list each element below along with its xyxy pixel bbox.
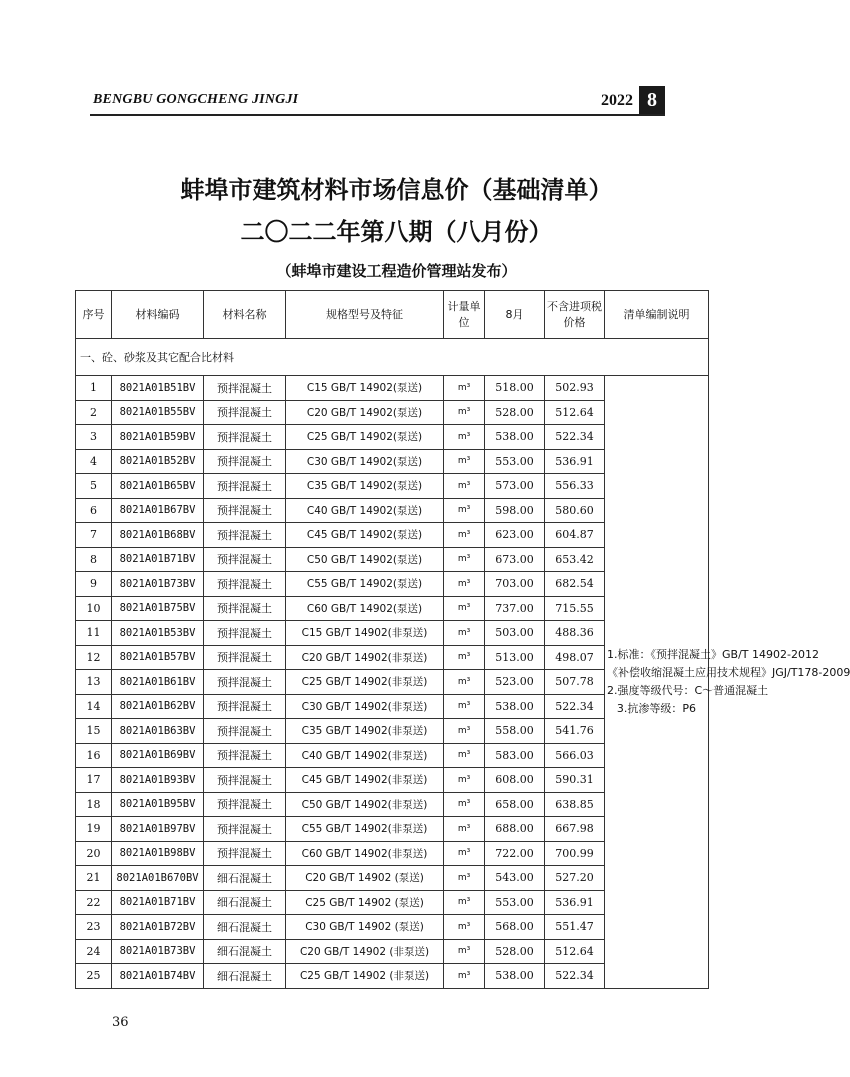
running-header	[90, 86, 665, 116]
cell-code: 8021A01B68BV	[112, 523, 204, 548]
cell-price-excl-tax: 512.64	[545, 939, 605, 964]
cell-unit: m³	[444, 596, 485, 621]
cell-price: 608.00	[485, 768, 545, 793]
cell-spec: C15 GB/T 14902(泵送)	[286, 376, 444, 401]
cell-seq: 22	[76, 890, 112, 915]
cell-unit: m³	[444, 425, 485, 450]
cell-unit: m³	[444, 498, 485, 523]
cell-unit: m³	[444, 621, 485, 646]
cell-note	[605, 376, 850, 989]
cell-unit: m³	[444, 817, 485, 842]
cell-code: 8021A01B69BV	[112, 743, 204, 768]
cell-seq: 16	[76, 743, 112, 768]
page-number: 36	[112, 1015, 129, 1030]
table-row	[76, 376, 709, 401]
cell-price-excl-tax: 667.98	[545, 817, 605, 842]
cell-code: 8021A01B73BV	[112, 939, 204, 964]
cell-name: 细石混凝土	[204, 939, 286, 964]
cell-unit: m³	[444, 645, 485, 670]
cell-name: 预拌混凝土	[204, 572, 286, 597]
cell-price: 528.00	[485, 939, 545, 964]
cell-price: 703.00	[485, 572, 545, 597]
cell-seq: 8	[76, 547, 112, 572]
cell-spec: C40 GB/T 14902(泵送)	[286, 498, 444, 523]
cell-spec: C20 GB/T 14902 (非泵送)	[286, 939, 444, 964]
cell-name: 细石混凝土	[204, 964, 286, 989]
cell-code: 8021A01B61BV	[112, 670, 204, 695]
cell-code: 8021A01B670BV	[112, 866, 204, 891]
cell-spec: C60 GB/T 14902(泵送)	[286, 596, 444, 621]
cell-code: 8021A01B67BV	[112, 498, 204, 523]
cell-price: 722.00	[485, 841, 545, 866]
cell-price-excl-tax: 527.20	[545, 866, 605, 891]
cell-seq: 1	[76, 376, 112, 401]
cell-name: 预拌混凝土	[204, 547, 286, 572]
cell-unit: m³	[444, 474, 485, 499]
cell-price-excl-tax: 498.07	[545, 645, 605, 670]
cell-seq: 25	[76, 964, 112, 989]
cell-name: 预拌混凝土	[204, 400, 286, 425]
header-year: 2022	[601, 92, 633, 109]
cell-unit: m³	[444, 523, 485, 548]
cell-spec: C30 GB/T 14902 (泵送)	[286, 915, 444, 940]
cell-spec: C15 GB/T 14902(非泵送)	[286, 621, 444, 646]
cell-name: 预拌混凝土	[204, 645, 286, 670]
cell-spec: C45 GB/T 14902(泵送)	[286, 523, 444, 548]
cell-spec: C25 GB/T 14902(泵送)	[286, 425, 444, 450]
cell-price-excl-tax: 502.93	[545, 376, 605, 401]
cell-seq: 12	[76, 645, 112, 670]
cell-seq: 13	[76, 670, 112, 695]
header-seq: 序号	[76, 291, 112, 339]
cell-unit: m³	[444, 400, 485, 425]
cell-price: 543.00	[485, 866, 545, 891]
cell-spec: C30 GB/T 14902(非泵送)	[286, 694, 444, 719]
header-month: 8月	[485, 291, 545, 339]
cell-price-excl-tax: 522.34	[545, 425, 605, 450]
cell-unit: m³	[444, 743, 485, 768]
cell-spec: C25 GB/T 14902 (泵送)	[286, 890, 444, 915]
cell-seq: 6	[76, 498, 112, 523]
cell-code: 8021A01B71BV	[112, 547, 204, 572]
cell-price: 598.00	[485, 498, 545, 523]
cell-price: 538.00	[485, 425, 545, 450]
cell-seq: 21	[76, 866, 112, 891]
cell-price-excl-tax: 488.36	[545, 621, 605, 646]
cell-name: 预拌混凝土	[204, 841, 286, 866]
cell-name: 预拌混凝土	[204, 498, 286, 523]
cell-price: 558.00	[485, 719, 545, 744]
cell-spec: C25 GB/T 14902(非泵送)	[286, 670, 444, 695]
cell-name: 预拌混凝土	[204, 670, 286, 695]
cell-seq: 19	[76, 817, 112, 842]
table-header-row	[76, 291, 709, 339]
issue-number-badge: 8	[639, 86, 665, 114]
cell-seq: 7	[76, 523, 112, 548]
cell-price: 528.00	[485, 400, 545, 425]
cell-code: 8021A01B72BV	[112, 915, 204, 940]
cell-name: 预拌混凝土	[204, 621, 286, 646]
cell-seq: 9	[76, 572, 112, 597]
cell-unit: m³	[444, 670, 485, 695]
cell-seq: 2	[76, 400, 112, 425]
cell-spec: C30 GB/T 14902(泵送)	[286, 449, 444, 474]
cell-seq: 20	[76, 841, 112, 866]
cell-price: 573.00	[485, 474, 545, 499]
cell-price: 553.00	[485, 449, 545, 474]
cell-price: 553.00	[485, 890, 545, 915]
cell-price: 737.00	[485, 596, 545, 621]
cell-name: 细石混凝土	[204, 890, 286, 915]
cell-spec: C45 GB/T 14902(非泵送)	[286, 768, 444, 793]
cell-spec: C40 GB/T 14902(非泵送)	[286, 743, 444, 768]
cell-seq: 11	[76, 621, 112, 646]
cell-price-excl-tax: 551.47	[545, 915, 605, 940]
cell-seq: 18	[76, 792, 112, 817]
journal-name: BENGBU GONGCHENG JINGJI	[93, 92, 299, 107]
cell-unit: m³	[444, 841, 485, 866]
note-line: 3.抗渗等级：P6	[616, 701, 697, 715]
header-unit: 计量单位	[444, 291, 485, 339]
cell-price: 583.00	[485, 743, 545, 768]
cell-seq: 10	[76, 596, 112, 621]
cell-spec: C55 GB/T 14902(泵送)	[286, 572, 444, 597]
cell-unit: m³	[444, 547, 485, 572]
cell-price-excl-tax: 556.33	[545, 474, 605, 499]
cell-unit: m³	[444, 915, 485, 940]
cell-unit: m³	[444, 768, 485, 793]
cell-price-excl-tax: 638.85	[545, 792, 605, 817]
cell-spec: C50 GB/T 14902(非泵送)	[286, 792, 444, 817]
cell-price: 523.00	[485, 670, 545, 695]
cell-unit: m³	[444, 694, 485, 719]
cell-price-excl-tax: 715.55	[545, 596, 605, 621]
cell-unit: m³	[444, 792, 485, 817]
cell-name: 预拌混凝土	[204, 376, 286, 401]
cell-spec: C35 GB/T 14902(泵送)	[286, 474, 444, 499]
cell-code: 8021A01B63BV	[112, 719, 204, 744]
cell-unit: m³	[444, 572, 485, 597]
cell-seq: 5	[76, 474, 112, 499]
cell-name: 预拌混凝土	[204, 523, 286, 548]
cell-name: 预拌混凝土	[204, 425, 286, 450]
document-title: 蚌埠市建筑材料市场信息价（基础清单）	[180, 176, 613, 204]
cell-spec: C20 GB/T 14902(泵送)	[286, 400, 444, 425]
cell-code: 8021A01B57BV	[112, 645, 204, 670]
cell-code: 8021A01B74BV	[112, 964, 204, 989]
cell-code: 8021A01B65BV	[112, 474, 204, 499]
cell-price-excl-tax: 522.34	[545, 964, 605, 989]
cell-unit: m³	[444, 719, 485, 744]
cell-spec: C20 GB/T 14902(非泵送)	[286, 645, 444, 670]
cell-code: 8021A01B95BV	[112, 792, 204, 817]
cell-code: 8021A01B53BV	[112, 621, 204, 646]
cell-spec: C35 GB/T 14902(非泵送)	[286, 719, 444, 744]
cell-name: 预拌混凝土	[204, 768, 286, 793]
header-spec: 规格型号及特征	[286, 291, 444, 339]
cell-price-excl-tax: 536.91	[545, 890, 605, 915]
cell-seq: 17	[76, 768, 112, 793]
cell-code: 8021A01B51BV	[112, 376, 204, 401]
cell-price: 688.00	[485, 817, 545, 842]
cell-price-excl-tax: 682.54	[545, 572, 605, 597]
cell-unit: m³	[444, 964, 485, 989]
cell-code: 8021A01B75BV	[112, 596, 204, 621]
cell-price: 538.00	[485, 694, 545, 719]
cell-price-excl-tax: 604.87	[545, 523, 605, 548]
cell-seq: 24	[76, 939, 112, 964]
cell-code: 8021A01B98BV	[112, 841, 204, 866]
cell-price: 503.00	[485, 621, 545, 646]
cell-code: 8021A01B71BV	[112, 890, 204, 915]
section-title: 一、砼、砂浆及其它配合比材料	[76, 339, 709, 376]
cell-code: 8021A01B73BV	[112, 572, 204, 597]
cell-code: 8021A01B97BV	[112, 817, 204, 842]
cell-name: 预拌混凝土	[204, 719, 286, 744]
cell-price-excl-tax: 580.60	[545, 498, 605, 523]
cell-unit: m³	[444, 890, 485, 915]
cell-spec: C55 GB/T 14902(非泵送)	[286, 817, 444, 842]
cell-spec: C50 GB/T 14902(泵送)	[286, 547, 444, 572]
header-code: 材料编码	[112, 291, 204, 339]
cell-name: 细石混凝土	[204, 915, 286, 940]
price-table	[75, 290, 850, 989]
cell-name: 预拌混凝土	[204, 817, 286, 842]
cell-seq: 15	[76, 719, 112, 744]
cell-price-excl-tax: 566.03	[545, 743, 605, 768]
cell-price: 658.00	[485, 792, 545, 817]
note-line: 2.强度等级代号：C～普通混凝土	[607, 683, 769, 697]
cell-price-excl-tax: 653.42	[545, 547, 605, 572]
cell-unit: m³	[444, 376, 485, 401]
cell-unit: m³	[444, 449, 485, 474]
cell-price-excl-tax: 507.78	[545, 670, 605, 695]
cell-name: 预拌混凝土	[204, 596, 286, 621]
cell-price: 568.00	[485, 915, 545, 940]
cell-spec: C25 GB/T 14902 (非泵送)	[286, 964, 444, 989]
cell-price: 538.00	[485, 964, 545, 989]
cell-price-excl-tax: 536.91	[545, 449, 605, 474]
cell-seq: 14	[76, 694, 112, 719]
cell-unit: m³	[444, 939, 485, 964]
cell-seq: 4	[76, 449, 112, 474]
note-line: 《补偿收缩混凝土应用技术规程》JGJ/T178-2009	[607, 665, 850, 679]
cell-seq: 3	[76, 425, 112, 450]
cell-price: 623.00	[485, 523, 545, 548]
cell-spec: C20 GB/T 14902 (泵送)	[286, 866, 444, 891]
cell-price-excl-tax: 700.99	[545, 841, 605, 866]
cell-name: 预拌混凝土	[204, 743, 286, 768]
cell-price: 673.00	[485, 547, 545, 572]
document-publisher: （蚌埠市建设工程造价管理站发布）	[276, 262, 517, 280]
cell-unit: m³	[444, 866, 485, 891]
cell-code: 8021A01B52BV	[112, 449, 204, 474]
cell-name: 预拌混凝土	[204, 449, 286, 474]
cell-code: 8021A01B93BV	[112, 768, 204, 793]
cell-price-excl-tax: 541.76	[545, 719, 605, 744]
header-note: 清单编制说明	[605, 291, 709, 339]
section-row	[76, 339, 709, 376]
cell-name: 预拌混凝土	[204, 792, 286, 817]
cell-seq: 23	[76, 915, 112, 940]
header-name: 材料名称	[204, 291, 286, 339]
cell-price: 518.00	[485, 376, 545, 401]
cell-price-excl-tax: 522.34	[545, 694, 605, 719]
cell-price: 513.00	[485, 645, 545, 670]
cell-price-excl-tax: 512.64	[545, 400, 605, 425]
note-line: 1.标准：《预拌混凝土》GB/T 14902-2012	[607, 647, 819, 661]
cell-code: 8021A01B59BV	[112, 425, 204, 450]
document-issue-title: 二〇二二年第八期（八月份）	[240, 218, 553, 246]
cell-code: 8021A01B55BV	[112, 400, 204, 425]
cell-code: 8021A01B62BV	[112, 694, 204, 719]
cell-spec: C60 GB/T 14902(非泵送)	[286, 841, 444, 866]
header-price-excl-tax: 不含进项税价格	[545, 291, 605, 339]
cell-name: 细石混凝土	[204, 866, 286, 891]
cell-price-excl-tax: 590.31	[545, 768, 605, 793]
cell-name: 预拌混凝土	[204, 694, 286, 719]
cell-name: 预拌混凝土	[204, 474, 286, 499]
